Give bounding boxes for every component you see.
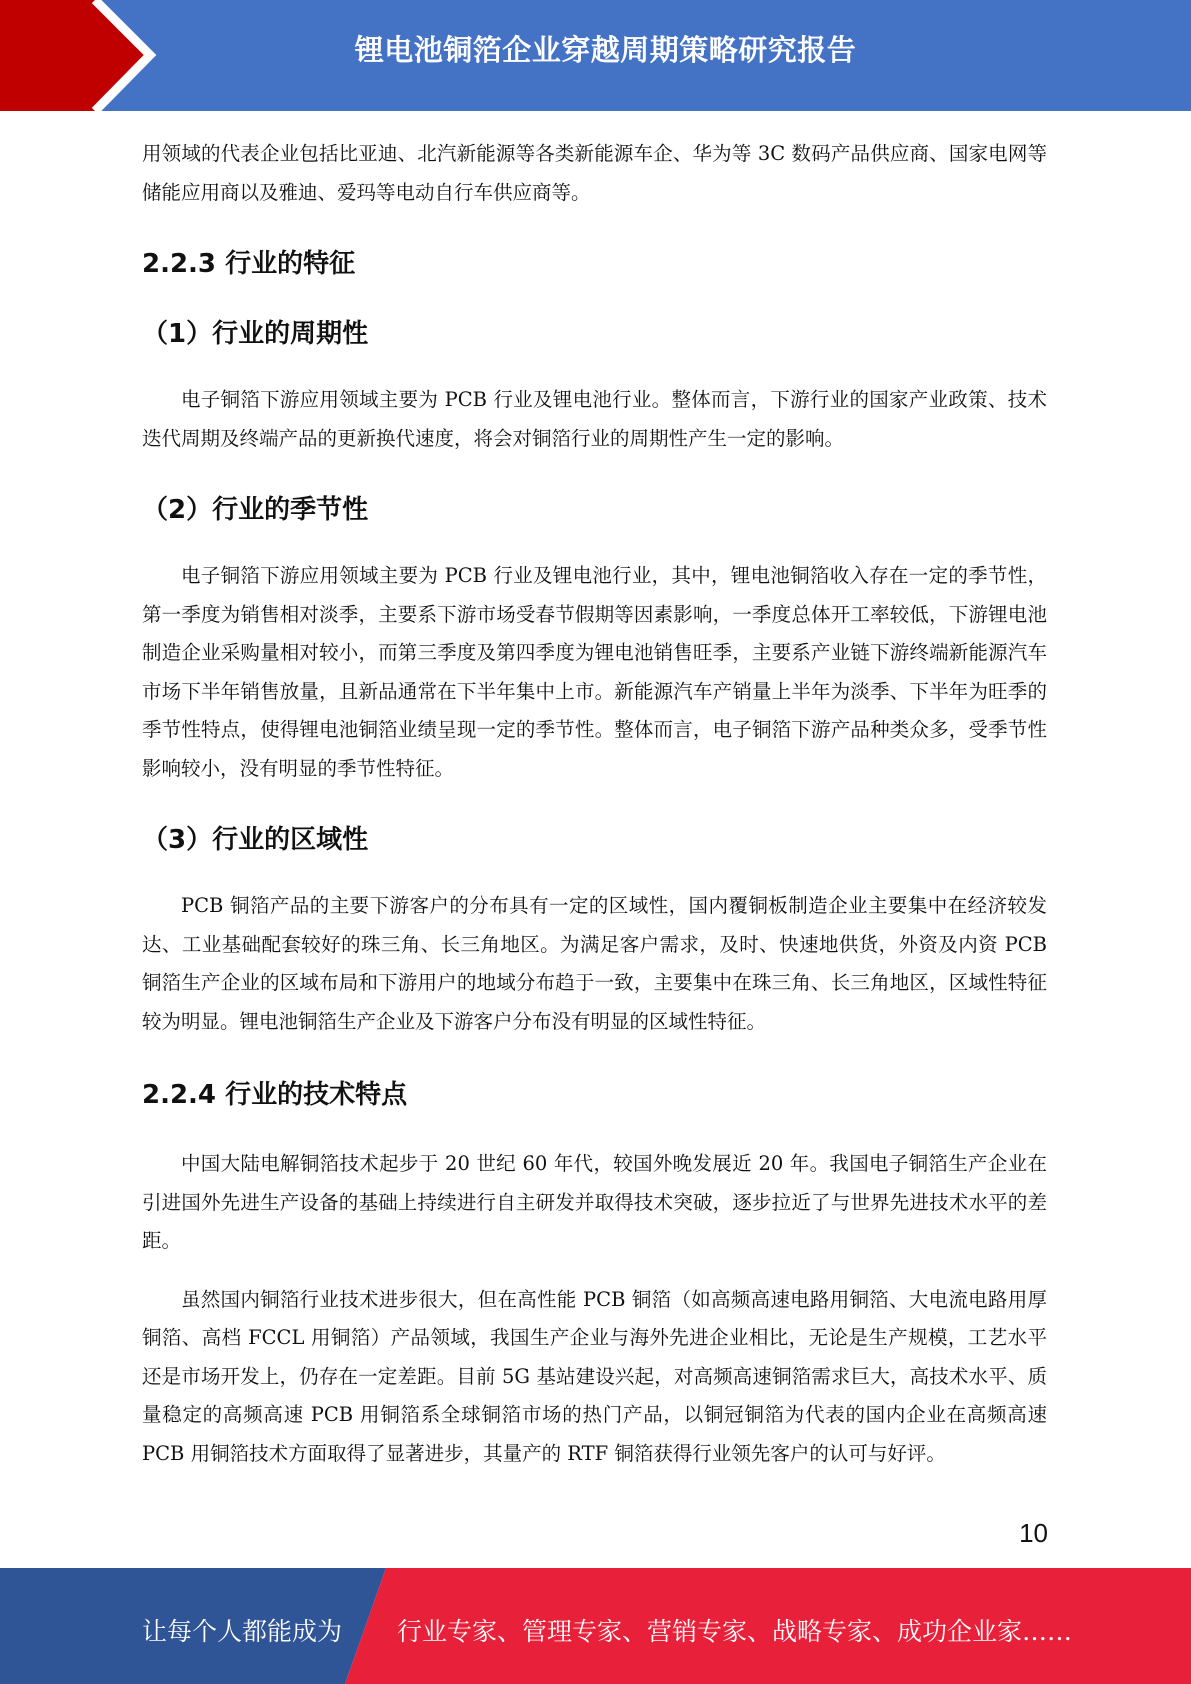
page-header xyxy=(0,0,1191,111)
subheading-cyclicality: （1）行业的周期性 xyxy=(142,319,369,349)
report-title: 锂电池铜箔企业穿越周期策略研究报告 xyxy=(354,33,857,67)
paragraph-regionality: PCB 铜箔产品的主要下游客户的分布具有一定的区域性，国内覆铜板制造企业主要集中在经济较发达、工业基础配套较好的珠三角、长三角地区。为满足客户需求，及时、快速地供货，外资及内资 PCB 铜箔生产企业的区域布局和下游用户的地域分布趋于一致，主要集中在珠三角、长三角地区，区域性特征较为明显。锂电池铜箔生产企业及下游客户分布没有明显的区域性特征。 xyxy=(142,894,1047,1033)
section-heading-2-2-4: 2.2.4 行业的技术特点 xyxy=(142,1080,408,1110)
paragraph-cyclicality: 电子铜箔下游应用领域主要为 PCB 行业及锂电池行业。整体而言，下游行业的国家产业政策、技术迭代周期及终端产品的更新换代速度，将会对铜箔行业的周期性产生一定的影响。 xyxy=(142,388,1047,450)
page-number: 10 xyxy=(1019,1518,1048,1548)
intro-paragraph: 用领域的代表企业包括比亚迪、北汽新能源等各类新能源车企、华为等 3C 数码产品供应商、国家电网等储能应用商以及雅迪、爱玛等电动自行车供应商等。 xyxy=(142,142,1047,204)
footer-slogan-left: 让每个人都能成为 xyxy=(142,1617,343,1646)
footer-slogan-right: 行业专家、管理专家、营销专家、战略专家、成功企业家…… xyxy=(397,1617,1073,1646)
paragraph-tech-2: 虽然国内铜箔行业技术进步很大，但在高性能 PCB 铜箔（如高频高速电路用铜箔、大电流电路用厚铜箔、高档 FCCL 用铜箔）产品领域，我国生产企业与海外先进企业相比，无论是生产规模，工艺水平还是市场开发上，仍存在一定差距。目前 5G 基站建设兴起，对高频高速铜箔需求巨大，高技术水平、质量稳定的高频高速 PCB 用铜箔系全球铜箔市场的热门产品，以铜冠铜箔为代表的国内企业在高频高速 PCB 用铜箔技术方面取得了显著进步，其量产的 RTF 铜箔获得行业领先客户的认可与好评。 xyxy=(142,1287,1047,1465)
paragraph-seasonality: 电子铜箔下游应用领域主要为 PCB 行业及锂电池行业，其中，锂电池铜箔收入存在一定的季节性，第一季度为销售相对淡季，主要系下游市场受春节假期等因素影响，一季度总体开工率较低，下游锂电池制造企业采购量相对较小，而第三季度及第四季度为锂电池销售旺季，主要系产业链下游终端新能源汽车市场下半年销售放量，且新品通常在下半年集中上市。新能源汽车产销量上半年为淡季、下半年为旺季的季节性特点，使得锂电池铜箔业绩呈现一定的季节性。整体而言，电子铜箔下游产品种类众多，受季节性影响较小，没有明显的季节性特征。 xyxy=(142,564,1047,780)
section-heading-2-2-3: 2.2.3 行业的特征 xyxy=(142,249,356,279)
subheading-regionality: （3）行业的区域性 xyxy=(142,825,369,855)
subheading-seasonality: （2）行业的季节性 xyxy=(142,495,369,525)
page-content xyxy=(142,135,1047,1473)
paragraph-tech-1: 中国大陆电解铜箔技术起步于 20 世纪 60 年代，较国外晚发展近 20 年。我国电子铜箔生产企业在引进国外先进生产设备的基础上持续进行自主研发并取得技术突破，逐步拉近了与世界先进技术水平的差距。 xyxy=(142,1152,1047,1252)
page-footer xyxy=(0,1568,1191,1684)
